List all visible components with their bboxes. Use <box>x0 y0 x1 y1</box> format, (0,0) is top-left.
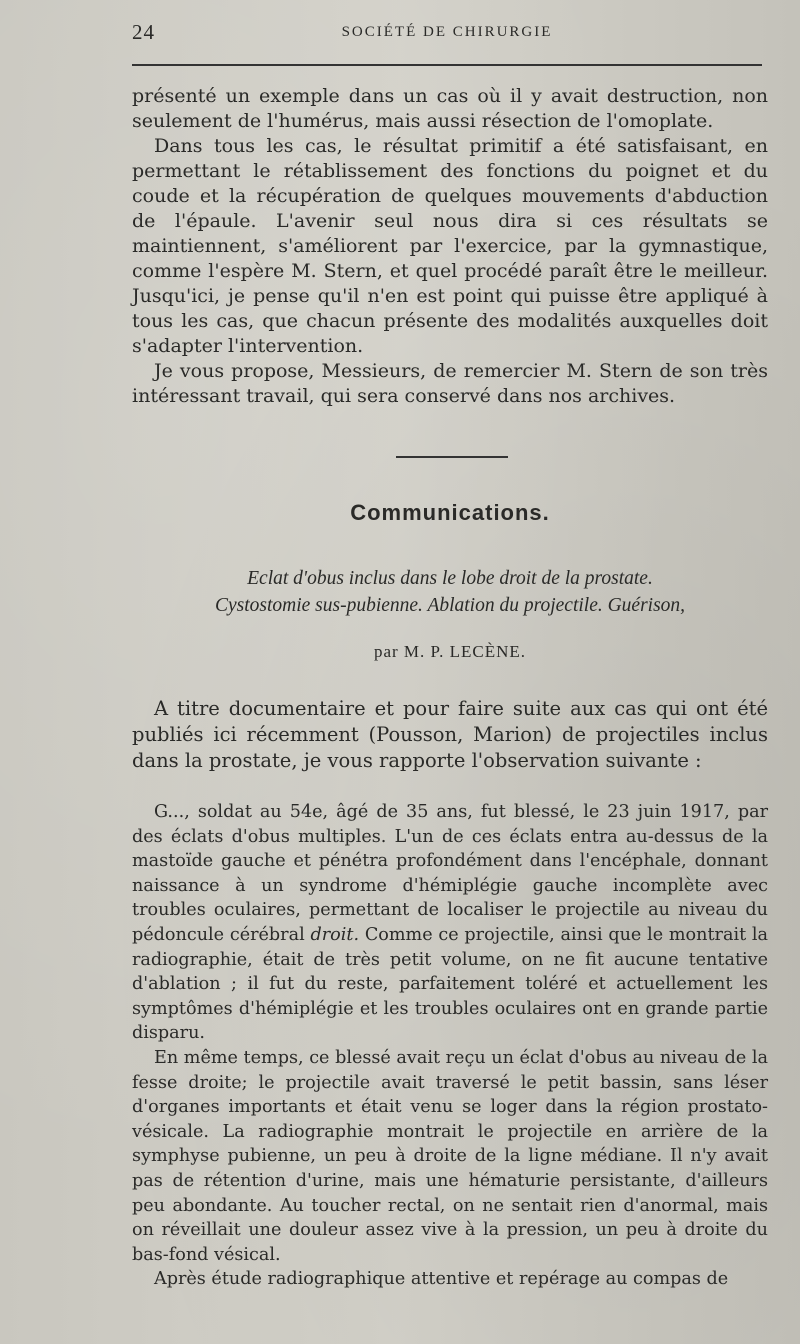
lead-text <box>132 696 768 774</box>
section-heading: Communications. <box>350 500 550 525</box>
intro-paragraph-1: présenté un exemple dans un cas où il y avait destruction, non seulement de l'humérus, mais aussi résection de l'omoplate. <box>132 85 768 132</box>
article-title-line-2: Cystostomie sus-pubienne. Ablation du projectile. Guérison, <box>214 595 686 616</box>
intro-paragraph-2: Dans tous les cas, le résultat primitif a été satisfaisant, en permettant le rétablissement des fonctions du poignet et du coude et la récupération de quelques mouvements d'abduction de l'épaule. L'avenir seul nous dira si ces résultats se maintiennent, s'améliorent par l'exercice, par la gymnastique, comme l'espère M. Stern, et quel procédé paraît être le meilleur. Jusqu'ici, je pense qu'il n'en est point qui puisse être appliqué à tous les cas, que chacun présente des modalités auxquelles doit s'adapter l'intervention. <box>132 135 768 357</box>
article-byline: par M. P. LECÈNE. <box>373 642 527 661</box>
observation-p1-text-end: Comme ce projectile, ainsi que le montrait la radiographie, était de très petit volume, on ne fit aucune tentative d'ablation ; il fut du reste, parfaitement toléré et actuellement les symptômes d'hémiplégie et les troubles oculaires ont en grande partie disparu. <box>132 924 769 1044</box>
lead-paragraph: A titre documentaire et pour faire suite aux cas qui ont été publiés ici récemment (Pousson, Marion) de projectiles inclus dans la prostate, je vous rapporte l'observation suivante : <box>132 697 768 772</box>
section-divider <box>396 456 508 458</box>
page-number: 24 <box>132 20 155 44</box>
observation-paragraph-3: Après étude radiographique attentive et repérage au compas de <box>154 1269 729 1290</box>
observation-p1-text: G..., soldat au 54e, âgé de 35 ans, fut blessé, le 23 juin 1917, par des éclats d'obus multiples. L'un de ces éclats entra au-dessus de la mastoïde gauche et pénétra profondément dans l'encéphale, donnant naissance à un syndrome d'hémiplégie gauche incomplète avec troubles oculaires, permettant de localiser le projectile au niveau du pédoncule cérébral <box>132 802 768 945</box>
intro-text <box>132 84 768 409</box>
observation-paragraph-2: En même temps, ce blessé avait reçu un éclat d'obus au niveau de la fesse droite; le projectile avait traversé le petit bassin, sans léser d'organes importants et était venu se loger dans la région prostato-vésicale. La radiographie montrait le projectile en arrière de la symphyse pubienne, un peu à droite de la ligne médiane. Il n'y avait pas de rétention d'urine, mais une hématurie persistante, d'ailleurs peu abondante. Au toucher rectal, on ne sentait rien d'anormal, mais on réveillait une douleur assez vive à la pression, un peu à droite du bas-fond vésical. <box>132 1047 768 1265</box>
observation-paragraph-1 <box>132 800 768 1046</box>
article-title <box>132 565 768 619</box>
observation-p1-italic: droit. <box>310 924 360 945</box>
article-title-line-1: Eclat d'obus inclus dans le lobe droit de la prostate. <box>247 568 653 589</box>
header-rule <box>132 64 762 66</box>
intro-paragraph-3: Je vous propose, Messieurs, de remercier M. Stern de son très intéressant travail, qui sera conservé dans nos archives. <box>132 360 768 407</box>
page-header <box>132 20 762 46</box>
observation-text <box>132 800 768 1292</box>
running-head: SOCIÉTÉ DE CHIRURGIE <box>341 24 553 40</box>
